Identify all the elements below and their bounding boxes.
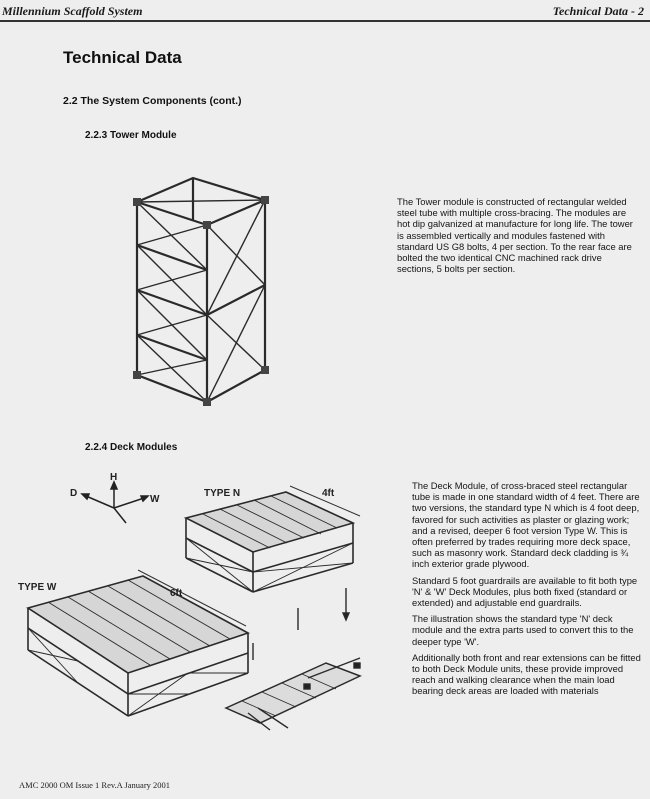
axis-indicator [82, 482, 148, 523]
deck-paragraph: Additionally both front and rear extensions can be fitted to both Deck Module units, these provide improved reach and walking clearance when the main load bearing deck areas are loaded with materials [412, 651, 641, 697]
page-title: Technical Data [63, 48, 182, 67]
tower-module-illustration [115, 170, 285, 415]
type-n-label: TYPE N [204, 488, 241, 499]
deck-heading: 2.2.4 Deck Modules [85, 442, 178, 453]
header-doc-title: Millennium Scaffold System [2, 4, 143, 18]
deck-paragraph: The illustration shows the standard type 'N' deck module and the extra parts used to convert this to the deeper type 'W'. [412, 613, 634, 647]
deck-paragraph: Standard 5 foot guardrails are available to fit both type 'N' & 'W' Deck Modules, plus both fixed (standard or extended) and adjustable end guardrails. [412, 574, 638, 609]
page-footer: AMC 2000 OM Issue 1 Rev.A January 2001 [19, 780, 171, 790]
deck-description [412, 480, 644, 702]
header-section: Technical Data - 2 [552, 4, 644, 18]
header-rule [0, 20, 650, 22]
axis-w-label: W [150, 494, 160, 505]
type-w-width-label: 6ft [170, 588, 183, 599]
deck-paragraph: The Deck Module, of cross-braced steel rectangular tube is made in one standard width of 4 feet. There are two versions, the standard type N which is 4 foot deep, favored for such activities as plaster or glazing work; and a revised, deeper 6 foot version Type W. This is often preferred by trades requiring more deck space, such as masonry work. Standard deck cladding is ¾ inch exterior grade plywood. [412, 480, 640, 570]
axis-d-label: D [70, 488, 78, 499]
section-heading: 2.2 The System Components (cont.) [63, 95, 242, 107]
deck-modules-illustration [8, 468, 406, 738]
type-n-width-label: 4ft [322, 488, 335, 499]
tower-heading: 2.2.3 Tower Module [85, 130, 177, 141]
axis-h-label: H [110, 472, 118, 483]
tower-description: The Tower module is constructed of rectangular welded steel tube with multiple cross-bracing. The modules are hot dip galvanized at manufacture for long life. The tower is assembled vertically and modules fastened with standard US G8 bolts, 4 per section. To the rear face are bolted the two identical CNC machined rack drive sections, 5 bolts per section. [397, 196, 633, 275]
type-w-label: TYPE W [18, 582, 57, 593]
